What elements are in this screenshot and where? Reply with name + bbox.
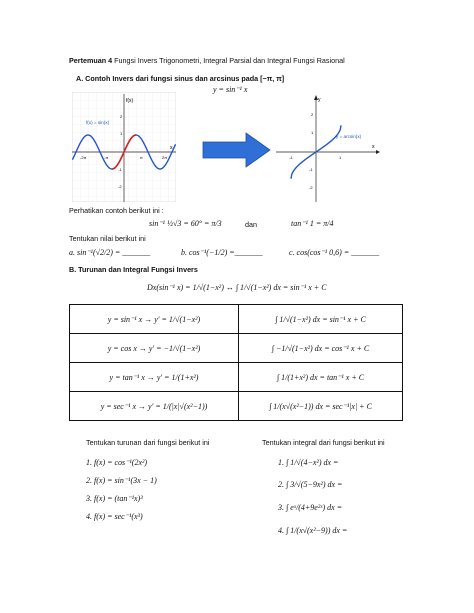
sine-y-tick: 2 <box>120 114 123 119</box>
section-a-equation: y = sin⁻¹ x <box>213 85 248 94</box>
arcsin-x-arrowhead <box>376 150 380 154</box>
derivative-cell: y = cos x → y′ = −1/√(1−x²) <box>70 334 239 363</box>
derivative-cell: y = sin⁻¹ x → y′ = 1/√(1−x²) <box>70 305 239 334</box>
exercise-item: 1. f(x) = cos⁻¹(2x²) <box>86 458 148 467</box>
sine-x-tick: π <box>140 155 143 160</box>
table-row <box>70 334 403 363</box>
sine-y-tick: 1 <box>120 131 123 136</box>
task-c: c. cos(cos⁻¹ 0,6) = _______ <box>289 248 380 257</box>
exercise-item: 2. ∫ 3/√(5−9x²) dx = <box>278 480 343 489</box>
section-b-heading: B. Turunan dan Integral Fungsi Invers <box>69 265 198 274</box>
exercises-left-title: Tentukan turunan dari fungsi berikut ini <box>86 438 210 447</box>
integral-cell: ∫ 1/(x√(x²−1)) dx = sec⁻¹|x| + C <box>239 392 403 421</box>
sine-x-tick: 2π <box>162 155 167 160</box>
page-title-rest: Fungsi Invers Trigonometri, Integral Parsial dan Integral Fungsi Rasional <box>112 56 345 65</box>
exercise-item: 3. f(x) = (tan⁻¹x)³ <box>86 494 143 503</box>
arcsin-y-tick: 2 <box>311 112 314 117</box>
sine-y-tick: -2 <box>118 184 122 189</box>
example-tan: tan⁻¹ 1 = π/4 <box>291 219 334 228</box>
arcsin-x-tick: -1 <box>289 155 293 160</box>
sine-y-tick: -1 <box>118 167 122 172</box>
table-row <box>70 363 403 392</box>
exercise-item: 3. ∫ eˣ/(4+9e²ˣ) dx = <box>278 503 343 512</box>
task-a: a. sin⁻¹(√2/2) = _______ <box>69 248 151 257</box>
integral-cell: ∫ 1/√(1−x²) dx = sin⁻¹ x + C <box>239 305 403 334</box>
exercise-item: 1. ∫ 1/√(4−x²) dx = <box>278 458 339 467</box>
sine-axis-y-label: f(x) <box>126 98 134 104</box>
sine-x-tick: -π <box>104 155 109 160</box>
table-row <box>70 392 403 421</box>
derivative-integral-identity: Dx(sin⁻¹ x) = 1/√(1−x²) ↔ ∫ 1/√(1−x²) dx = sin⁻¹ x + C <box>147 283 327 292</box>
sine-axis-x-label: x <box>170 145 173 151</box>
arcsin-y-tick: -2 <box>309 185 313 190</box>
derivative-cell: y = tan⁻¹ x → y′ = 1/(1+x²) <box>70 363 239 392</box>
example-intro: Perhatikan contoh berikut ini : <box>69 206 164 215</box>
integral-cell: ∫ 1/(1+x²) dx = tan⁻¹ x + C <box>239 363 403 392</box>
integral-cell: ∫ −1/√(1−x²) dx = cos⁻¹ x + C <box>239 334 403 363</box>
derivative-cell: y = sec⁻¹ x → y′ = 1/(|x|√(x²−1)) <box>70 392 239 421</box>
example-sin: sin⁻¹ ½√3 = 60° = π/3 <box>149 219 222 228</box>
exercise-item: 2. f(x) = sin⁻¹(3x − 1) <box>86 476 157 485</box>
sine-x-tick: -2π <box>80 155 87 160</box>
arcsin-function-label: y = arcsin(x) <box>336 134 362 139</box>
arcsin-axis-y-label: y <box>318 97 321 103</box>
sine-graph <box>72 92 176 202</box>
exercise-item: 4. f(x) = sec⁻¹(x³) <box>86 512 143 521</box>
section-a-heading: A. Contoh Invers dari fungsi sinus dan arcsinus pada [−π, π] <box>76 74 285 83</box>
arrow-icon <box>202 131 272 169</box>
exercise-item: 4. ∫ 1/(x√(x²−9)) dx = <box>278 526 348 535</box>
exercises-right-title: Tentukan integral dari fungsi berikut ini <box>262 438 385 447</box>
page-title <box>69 56 345 65</box>
sine-function-label: f(x) = sin(x) <box>86 120 110 125</box>
arcsin-x-tick: 1 <box>339 155 342 160</box>
arcsin-y-tick: -1 <box>309 167 313 172</box>
formula-table <box>69 304 403 421</box>
arcsin-y-tick: 1 <box>311 130 314 135</box>
page-title-bold: Pertemuan 4 <box>69 56 113 65</box>
arcsin-axis-x-label: x <box>372 144 375 150</box>
task-b: b. cos⁻¹(−1/2) =_______ <box>181 248 263 257</box>
arcsin-graph <box>276 92 380 202</box>
example-and: dan <box>245 220 257 229</box>
task-intro: Tentukan nilai berikut ini <box>69 234 146 243</box>
table-row <box>70 305 403 334</box>
